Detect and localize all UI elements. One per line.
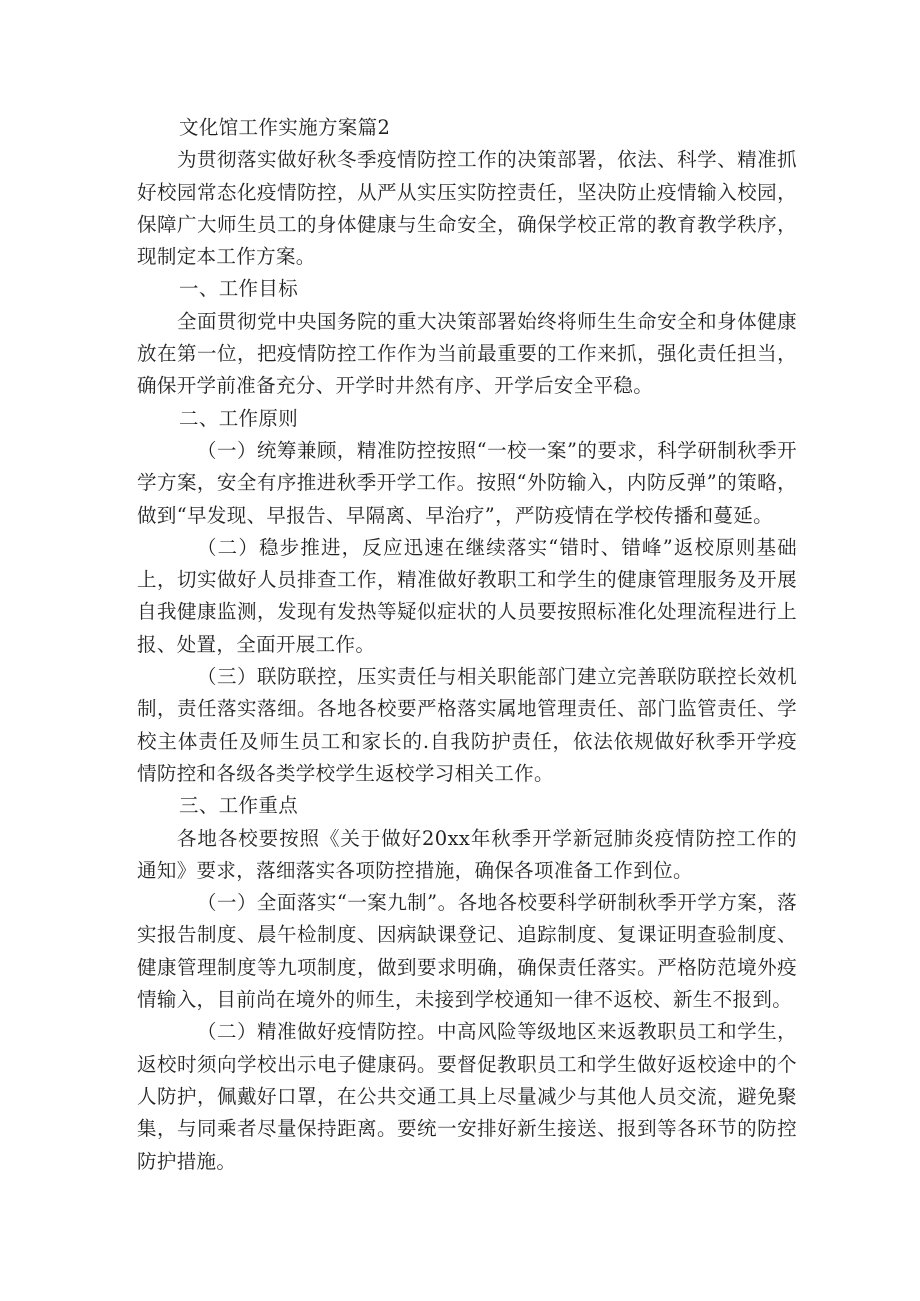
goals-paragraph: 全面贯彻党中央国务院的重大决策部署始终将师生生命安全和身体健康放在第一位，把疫情防控工作作为当前最重要的工作来抓，强化责任担当，确保开学前准备充分、开学时井然有序、开学后安全平稳。 bbox=[137, 309, 797, 398]
priority-item-2: （二）精准做好疫情防控。中高风险等级地区来返教职员工和学生，返校时须向学校出示电子健康码。要督促教职员工和学生做好返校途中的个人防护，佩戴好口罩，在公共交通工具上尽量减少与其他人员交流，避免聚集，与同乘者尽量保持距离。要统一安排好新生接送、报到等各环节的防控防护措施。 bbox=[137, 1020, 797, 1173]
document-title: 文化馆工作实施方案篇2 bbox=[179, 116, 391, 139]
section-heading-principles: 二、工作原则 bbox=[179, 406, 299, 430]
priorities-paragraph: 各地各校要按照《关于做好20xx年秋季开学新冠肺炎疫情防控工作的通知》要求，落细落实各项防控措施，确保各项准备工作到位。 bbox=[137, 826, 797, 882]
section-heading-priorities: 三、工作重点 bbox=[179, 794, 299, 818]
principle-item-1: （一）统筹兼顾，精准防控按照“一校一案”的要求，科学研制秋季开学方案，安全有序推进秋季开学工作。按照“外防输入，内防反弹”的策略，做到“早发现、早报告、早隔离、早治疗”，严防疫情在学校传播和蔓延。 bbox=[137, 438, 797, 527]
section-heading-goals: 一、工作目标 bbox=[179, 277, 299, 301]
principle-item-2: （二）稳步推进，反应迅速在继续落实“错时、错峰”返校原则基础上，切实做好人员排查工作，精准做好教职工和学生的健康管理服务及开展自我健康监测，发现有发热等疑似症状的人员要按照标准化处理流程进行上报、处置，全面开展工作。 bbox=[137, 535, 797, 656]
document-body bbox=[137, 112, 797, 1178]
principle-item-3: （三）联防联控，压实责任与相关职能部门建立完善联防联控长效机制，责任落实落细。各地各校要严格落实属地管理责任、部门监管责任、学校主体责任及师生员工和家长的.自我防护责任，依法依规做好秋季开学疫情防控和各级各类学校学生返校学习相关工作。 bbox=[137, 665, 797, 785]
intro-paragraph: 为贯彻落实做好秋冬季疫情防控工作的决策部署，依法、科学、精准抓好校园常态化疫情防控，从严从实压实防控责任，坚决防止疫情输入校园，保障广大师生员工的身体健康与生命安全，确保学校正常的教育教学秩序，现制定本工作方案。 bbox=[137, 148, 797, 269]
priority-item-1: （一）全面落实“一案九制”。各地各校要科学研制秋季开学方案，落实报告制度、晨午检制度、因病缺课登记、追踪制度、复课证明查验制度、健康管理制度等九项制度，做到要求明确，确保责任落实。严格防范境外疫情输入，目前尚在境外的师生，未接到学校通知一律不返校、新生不报到。 bbox=[137, 891, 797, 1012]
